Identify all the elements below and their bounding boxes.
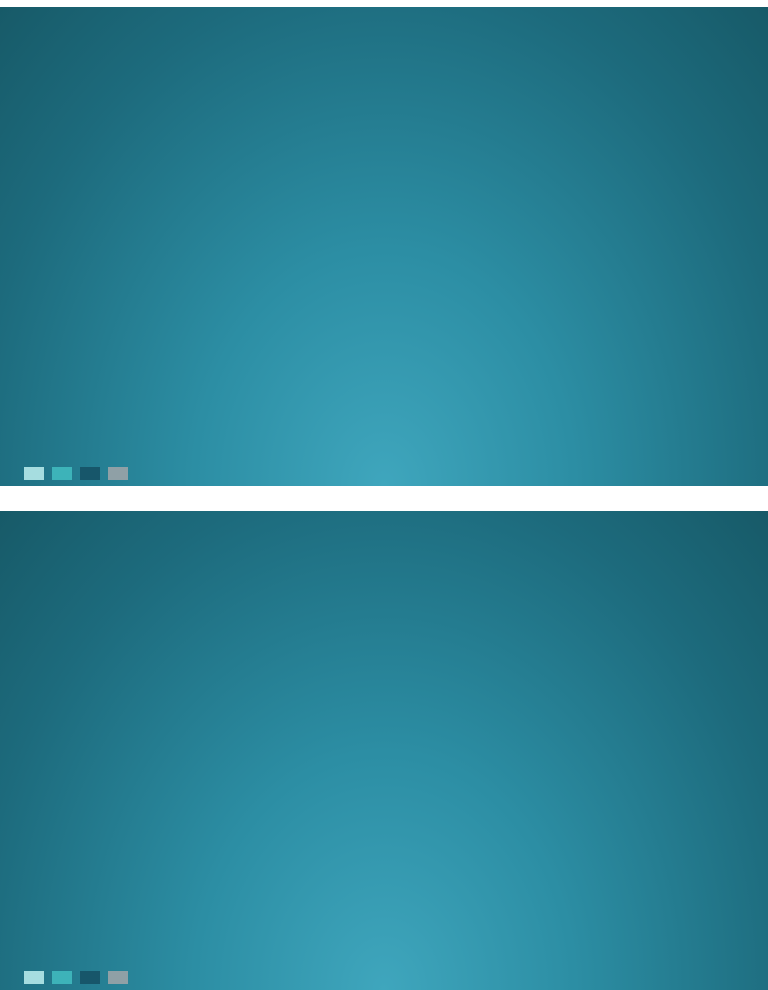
legend-rest-day	[80, 971, 100, 984]
months-row-second	[4, 558, 764, 966]
legend-weekend	[24, 467, 44, 480]
months-row-first	[4, 54, 764, 462]
legend	[24, 971, 128, 984]
legend-rest-day	[80, 467, 100, 480]
legend-work-day	[108, 467, 128, 480]
calendar-second-half	[0, 511, 768, 990]
calendar-first-half	[0, 7, 768, 486]
legend	[24, 467, 128, 480]
legend-work-day	[108, 971, 128, 984]
legend-weekend	[24, 971, 44, 984]
legend-holiday	[52, 971, 72, 984]
legend-holiday	[52, 467, 72, 480]
